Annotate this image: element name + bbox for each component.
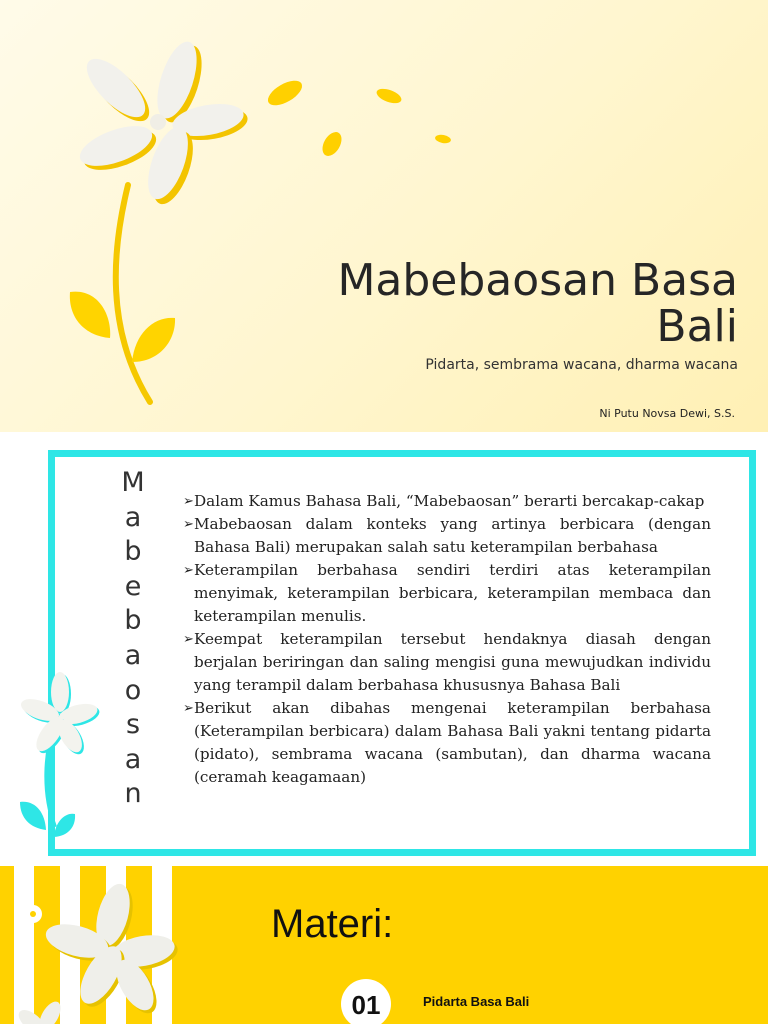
leaf-icon [132, 318, 175, 362]
bullet-text: Keempat keterampilan tersebut hendaknya diasah dengan berjalan beriringan dan saling mengisi guna mewujudkan individu yang terampil dalam berbahasa khususnya Bahasa Bali [194, 630, 711, 694]
vertical-letter: s [125, 709, 141, 741]
petal-icon [434, 134, 451, 145]
bullet-text: Mabebaosan dalam konteks yang artinya berbicara (dengan Bahasa Bali) merupakan salah satu keterampilan berbahasa [194, 515, 711, 556]
arrow-bullet-icon: ➢ [183, 517, 194, 532]
vertical-letter: b [124, 605, 142, 637]
vertical-letter: a [124, 743, 142, 775]
slide-subtitle: Pidarta, sembrama wacana, dharma wacana [425, 357, 738, 373]
striped-panel [0, 866, 200, 1024]
flower-icon [24, 905, 42, 923]
bullet-item [183, 559, 711, 628]
vertical-letter: M [121, 467, 145, 498]
bullet-text: Berikut akan dibahas mengenai keterampilan berbahasa (Keterampilan berbicara) dalam Bahasa Bali yakni tentang pidarta (pidato), sembrama wacana (sambutan), dan dharma wacana (ceramah keagamaan) [194, 699, 711, 786]
content-slide [0, 432, 768, 862]
vertical-letter: b [124, 536, 142, 568]
bullet-item [183, 490, 711, 513]
petal-icon [319, 129, 346, 160]
item-number-badge: 01 [341, 979, 391, 1024]
bullet-item [183, 628, 711, 697]
agenda-slide [0, 866, 768, 1024]
vertical-letter: a [124, 639, 142, 671]
vertical-letter: o [124, 674, 142, 706]
bullet-text: Keterampilan berbahasa sendiri terdiri atas keterampilan menyimak, keterampilan berbicara, keterampilan membaca dan keterampilan menulis. [194, 561, 711, 625]
flower-icon [75, 37, 250, 209]
slide-title: Mabebaosan Basa Bali [337, 255, 738, 352]
author-name: Ni Putu Novsa Dewi, S.S. [599, 407, 735, 420]
bullet-item [183, 697, 711, 789]
bullet-text: Dalam Kamus Bahasa Bali, “Mabebaosan” berarti bercakap-cakap [194, 492, 705, 510]
arrow-bullet-icon: ➢ [183, 701, 194, 716]
petal-icon [264, 76, 306, 111]
arrow-bullet-icon: ➢ [183, 494, 194, 509]
leaf-icon [20, 802, 46, 830]
bullet-item [183, 513, 711, 559]
leaf-icon [54, 814, 75, 837]
vertical-letter: e [124, 570, 142, 602]
leaf-icon [70, 292, 110, 338]
petal-icon [375, 86, 404, 106]
vertical-letter: n [124, 778, 142, 810]
title-slide [0, 0, 768, 432]
cyan-flower-illustration [0, 432, 120, 862]
arrow-bullet-icon: ➢ [183, 632, 194, 647]
arrow-bullet-icon: ➢ [183, 563, 194, 578]
agenda-item-label: Pidarta Basa Bali [423, 994, 530, 1009]
vertical-letter: a [124, 501, 142, 533]
flower-icon [18, 672, 102, 758]
bullet-list [183, 490, 711, 789]
materi-heading: Materi: [271, 902, 394, 946]
vertical-title [118, 466, 148, 812]
